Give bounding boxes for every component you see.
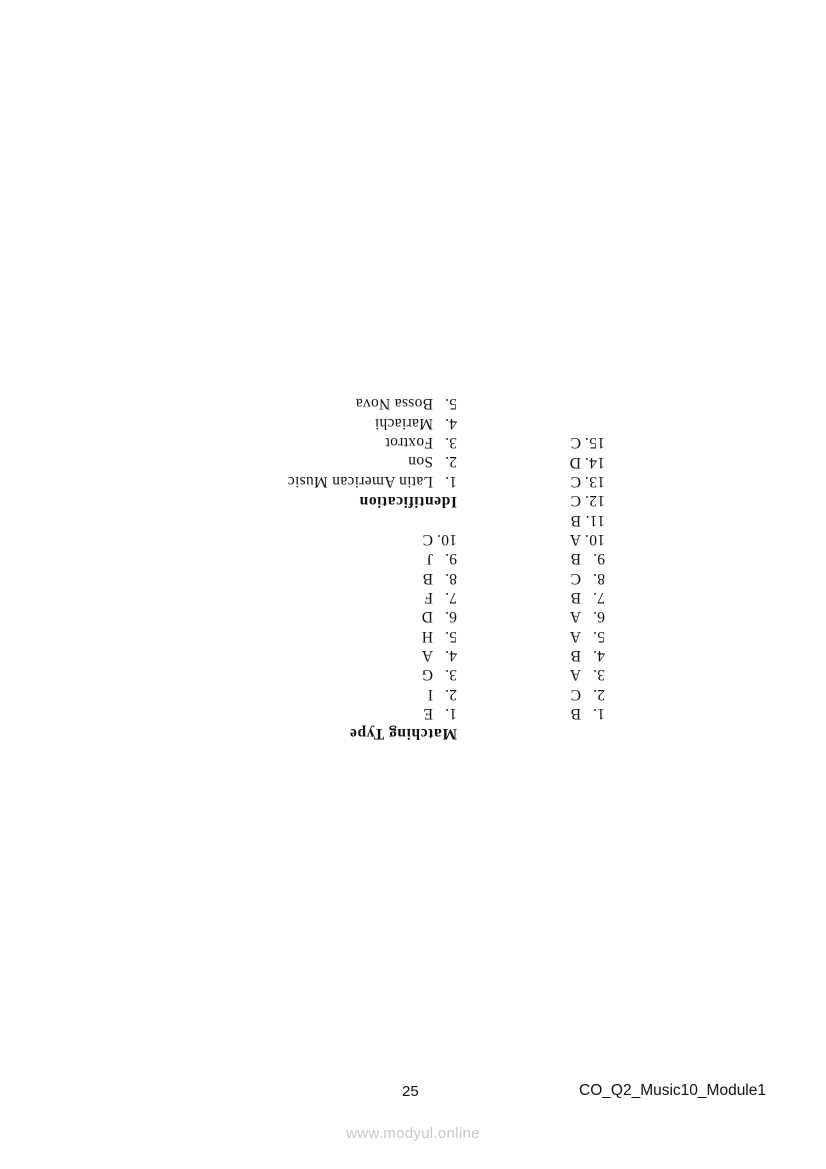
matching-type-answer-row: [217, 549, 457, 568]
matching-type-answer-row: [217, 607, 457, 626]
item-answer: G: [421, 666, 433, 684]
item-number: 1.: [592, 705, 605, 722]
item-answer: C: [570, 685, 581, 703]
item-number: 9.: [444, 550, 457, 568]
item-number: 5.: [444, 395, 457, 413]
item-answer: Latin American Music: [287, 472, 433, 490]
item-number: 1.: [444, 472, 457, 490]
item-answer: H: [421, 627, 433, 645]
item-answer: A: [569, 666, 581, 684]
item-number: 8.: [592, 569, 605, 587]
watermark: www.modyul.online: [346, 1125, 480, 1142]
answer-key-upside-down: [215, 378, 605, 743]
matching-type-answer-row: [217, 684, 457, 703]
item-number: 5.: [592, 627, 605, 645]
item-number: 14.: [584, 453, 605, 471]
identification-answer-row: [217, 394, 457, 413]
item-answer: C: [422, 530, 433, 548]
identification-answer-row: [217, 433, 457, 452]
item-answer: A: [421, 646, 433, 664]
item-answer: J: [426, 550, 433, 568]
item-number: 10.: [436, 530, 457, 548]
item-number: 5.: [444, 627, 457, 645]
item-answer: B: [422, 569, 433, 587]
item-answer: Foxtrot: [385, 433, 433, 451]
item-number: 3.: [444, 433, 457, 451]
item-number: 13.: [584, 472, 605, 490]
matching-type-answer-row: [217, 704, 457, 723]
item-number: 2.: [444, 453, 457, 471]
item-number: 3.: [592, 666, 605, 684]
item-number: 8.: [444, 569, 457, 587]
item-answer: Son: [407, 453, 433, 471]
item-number: 9.: [592, 550, 605, 568]
item-answer: F: [424, 588, 433, 606]
item-number: 3.: [444, 666, 457, 684]
item-number: 2.: [444, 685, 457, 703]
matching-type-answer-row: [217, 626, 457, 645]
item-number: 4.: [444, 646, 457, 664]
item-answer: C: [570, 472, 581, 490]
item-answer: Bossa Nova: [355, 395, 433, 413]
identification-heading: Identification: [359, 492, 457, 510]
item-number: 11.: [585, 511, 605, 529]
matching-type-answer-row: [217, 665, 457, 684]
item-number: 7.: [592, 588, 605, 606]
matching-type-answer-row: [217, 646, 457, 665]
item-answer: D: [569, 453, 581, 471]
item-number: 15.: [584, 434, 605, 452]
identification-answer-row: [217, 413, 457, 432]
item-number: 6.: [444, 608, 457, 626]
item-number: 1.: [444, 705, 457, 722]
item-answer: B: [570, 511, 581, 529]
item-answer: A: [569, 627, 581, 645]
page-number: 25: [402, 1083, 419, 1100]
item-answer: C: [570, 569, 581, 587]
identification-answer-row: [217, 471, 457, 490]
matching-type-answer-row: [217, 588, 457, 607]
item-number: 6.: [592, 608, 605, 626]
item-number: 12.: [584, 492, 605, 510]
matching-identification-answers: [217, 394, 457, 743]
item-answer: B: [570, 588, 581, 606]
item-answer: C: [570, 492, 581, 510]
matching-type-heading: Matching Type: [349, 725, 457, 742]
matching-type-answer-row: [217, 568, 457, 587]
item-answer: B: [570, 646, 581, 664]
item-number: 7.: [444, 588, 457, 606]
item-answer: B: [570, 705, 581, 722]
item-answer: E: [423, 705, 433, 722]
item-number: 4.: [592, 646, 605, 664]
item-number: 10.: [584, 530, 605, 548]
matching-type-answer-row: [217, 530, 457, 549]
identification-answer-row: [217, 452, 457, 471]
item-number: 4.: [444, 414, 457, 432]
module-code: CO_Q2_Music10_Module1: [579, 1082, 766, 1099]
item-answer: D: [421, 608, 433, 626]
item-answer: C: [570, 434, 581, 452]
item-answer: A: [569, 608, 581, 626]
item-answer: A: [569, 530, 581, 548]
item-answer: B: [570, 550, 581, 568]
item-answer: I: [427, 685, 433, 703]
item-number: 2.: [592, 685, 605, 703]
item-answer: Mariachi: [374, 414, 433, 432]
